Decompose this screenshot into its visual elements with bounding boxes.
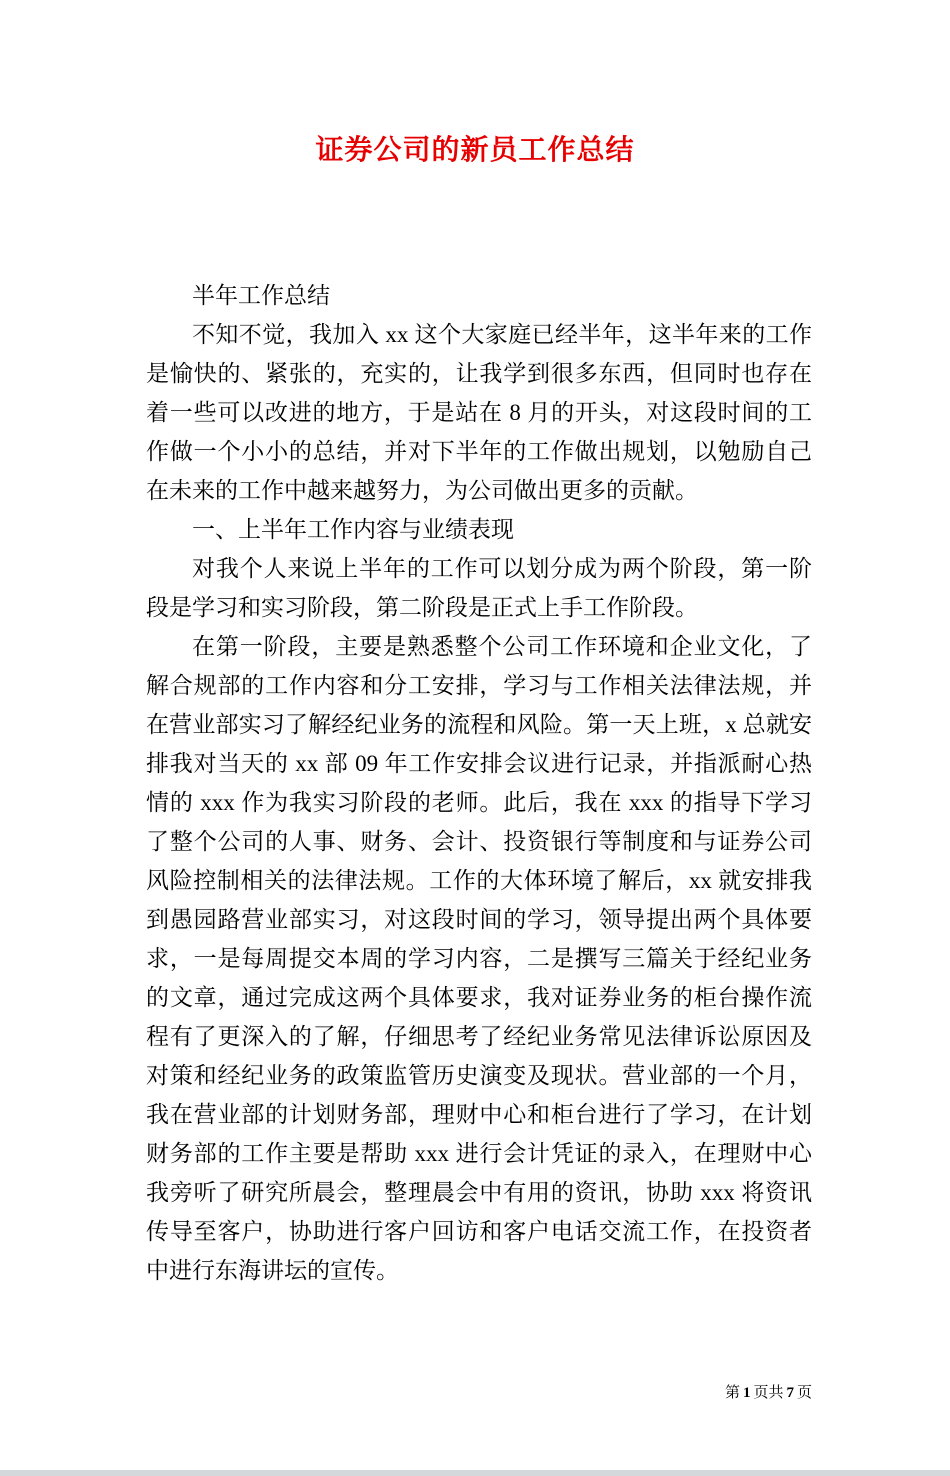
paragraph: 在第一阶段，主要是熟悉整个公司工作环境和企业文化，了解合规部的工作内容和分工安排，学习与工作相关法律法规，并在营业部实习了解经纪业务的流程和风险。第一天上班，x 总就安排我对当天的 xx 部 09 年工作安排会议进行记录，并指派耐心热情的 xxx 作为我实习阶段的老师。此后，我在 xxx 的指导下学习了整个公司的人事、财务、会计、投资银行等制度和与证券公司风险控制相关的法律法规。工作的大体环境了解后，xx 就安排我到愚园路营业部实习，对这段时间的学习，领导提出两个具体要求，一是每周提交本周的学习内容，二是撰写三篇关于经纪业务的文章，通过完成这两个具体要求，我对证券业务的柜台操作流程有了更深入的了解，仔细思考了经纪业务常见法律诉讼原因及对策和经纪业务的政策监管历史演变及现状。营业部的一个月，我在营业部的计划财务部，理财中心和柜台进行了学习，在计划财务部的工作主要是帮助 xxx 进行会计凭证的录入，在理财中心我旁听了研究所晨会，整理晨会中有用的资讯，协助 xxx 将资讯传导至客户，协助进行客户回访和客户电话交流工作，在投资者中进行东海讲坛的宣传。 <box>146 634 812 1283</box>
document-title: 证券公司的新员工作总结 <box>315 135 635 166</box>
paragraph-intro: 不知不觉，我加入 xx 这个大家庭已经半年，这半年来的工作是愉快的、紧张的，充实的，让我学到很多东西，但同时也存在着一些可以改进的地方，于是站在 8 月的开头，对这段时间的工作做一个小小的总结，并对下半年的工作做出规划，以勉励自己在未来的工作中越来越努力，为公司做出更多的贡献。 <box>146 322 812 503</box>
paragraph-subtitle: 半年工作总结 <box>192 283 330 308</box>
section-heading: 一、上半年工作内容与业绩表现 <box>192 517 514 542</box>
footer-total-pages: 7 <box>786 1385 794 1401</box>
footer-current-page: 1 <box>742 1385 751 1401</box>
page-bottom-edge <box>0 1470 950 1476</box>
footer-middle: 页共 <box>753 1385 784 1401</box>
document-page <box>0 132 950 1476</box>
footer-suffix: 页 <box>796 1385 812 1401</box>
footer-prefix: 第 <box>724 1385 740 1401</box>
paragraph: 对我个人来说上半年的工作可以划分成为两个阶段，第一阶段是学习和实习阶段，第二阶段是正式上手工作阶段。 <box>146 556 812 620</box>
page-number-indicator <box>725 1384 812 1402</box>
document-body <box>146 276 812 1290</box>
